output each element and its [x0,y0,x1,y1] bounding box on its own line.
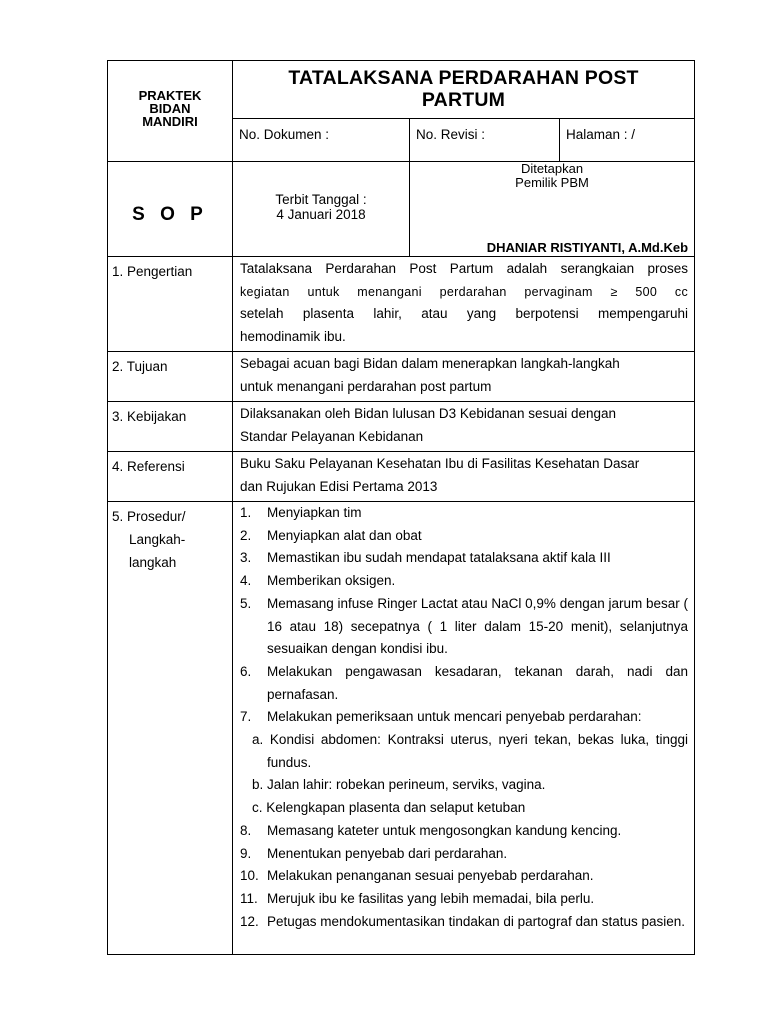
pengertian-line-3: setelah plasenta lahir, atau yang berpotensi mempengaruhi [240,306,689,321]
title-line-1: TATALAKSANA PERDARAHAN POST [288,67,639,89]
pengertian-line-4: hemodinamik ibu. [240,328,346,344]
step-number: 3. [240,550,252,566]
tujuan-line-2: untuk menangani perdarahan post partum [240,378,492,394]
terbit-tanggal [233,162,410,257]
step-item [240,865,688,888]
document-title [233,61,695,119]
sop-document [107,60,694,955]
content-tujuan [233,352,695,402]
pengertian-line-1: Tatalaksana Perdarahan Post Partum adalah serangkaian proses [240,261,689,276]
step-item [240,525,688,548]
step-number: 5. [240,595,252,611]
label-prosedur [108,502,233,955]
practice-line-3: MANDIRI [142,114,198,129]
substep-item: a. Kondisi abdomen: Kontraksi uterus, nyeri tekan, bekas luka, tinggi fundus. [252,732,689,770]
step-item [240,706,688,820]
substeps [240,729,688,820]
practice-line-1: PRAKTEK [138,88,202,103]
prosedur-label-2: Langkah- [129,532,186,547]
step-text: Memasang infuse Ringer Lactat atau NaCl 0,9% dengan jarum besar ( 16 atau 18) secepatnya ( 1 liter dalam 15-20 menit), selanjutnya sesuaikan dengan kondisi ibu. [267,595,689,657]
step-number: 10. [240,868,259,884]
step-text: Melakukan pemeriksaan untuk mencari penyebab perdarahan: [267,709,642,725]
practice-name [108,61,233,162]
label-pengertian: 1. Pengertian [108,257,233,352]
signatory-name: DHANIAR RISTIYANTI, A.Md.Keb [486,240,689,255]
substep-item: c. Kelengkapan plasenta dan selaput ketuban [252,800,526,816]
sop-table [107,60,695,955]
content-kebijakan [233,402,695,452]
step-text: Menyiapkan tim [267,505,362,520]
step-number: 7. [240,709,252,725]
step-item [240,570,688,593]
step-number: 6. [240,663,252,679]
label-referensi: 4. Referensi [108,452,233,502]
label-kebijakan: 3. Kebijakan [108,402,233,452]
prosedur-label-1: 5. Prosedur/ [112,509,186,524]
step-number: 2. [240,527,252,543]
terbit-date: 4 Januari 2018 [276,207,366,222]
step-number: 9. [240,845,252,861]
step-number: 4. [240,573,252,589]
practice-line-2: BIDAN [149,101,191,116]
step-text: Memasang kateter untuk mengosongkan kandung kencing. [267,822,622,838]
prosedur-label-3: langkah [129,555,177,570]
signature-block [410,162,695,257]
step-text: Memastikan ibu sudah mendapat tatalaksana aktif kala III [267,550,611,566]
step-text: Memberikan oksigen. [267,573,396,589]
content-referensi [233,452,695,502]
procedure-steps [240,502,688,933]
step-text: Melakukan penanganan sesuai penyebab perdarahan. [267,868,594,884]
step-text: Merujuk ibu ke fasilitas yang lebih memadai, bila perlu. [267,890,595,906]
pengertian-line-2: kegiatan untuk menangani perdarahan pervaginam ≥ 500 cc [240,284,689,299]
step-item [240,820,688,843]
terbit-label: Terbit Tanggal : [275,192,367,207]
step-item [240,547,688,570]
step-item [240,661,688,706]
step-text: Menyiapkan alat dan obat [267,527,422,543]
step-number: 1. [240,505,252,520]
step-item [240,888,688,911]
step-number: 12. [240,913,259,929]
step-number: 8. [240,822,252,838]
kebijakan-line-2: Standar Pelayanan Kebidanan [240,428,424,444]
content-pengertian [233,257,695,352]
label-tujuan: 2. Tujuan [108,352,233,402]
substep-item: b. Jalan lahir: robekan perineum, serviks, vagina. [252,777,546,793]
step-text: Menentukan penyebab dari perdarahan. [267,845,508,861]
content-prosedur [233,502,695,955]
halaman: Halaman : / [560,119,695,162]
no-revisi: No. Revisi : [410,119,560,162]
no-dokumen: No. Dokumen : [233,119,410,162]
step-number: 11. [240,890,258,906]
pemilik-pbm: Pemilik PBM [515,175,589,190]
ditetapkan: Ditetapkan [520,161,584,176]
step-item [240,502,688,525]
referensi-line-1: Buku Saku Pelayanan Kesehatan Ibu di Fasilitas Kesehatan Dasar [240,456,640,471]
title-line-2: PARTUM [421,89,506,111]
step-text: Melakukan pengawasan kesadaran, tekanan darah, nadi dan pernafasan. [267,663,689,702]
step-item [240,911,688,934]
sop-label: S O P [108,162,233,257]
step-item [240,593,688,661]
step-item [240,843,688,866]
kebijakan-line-1: Dilaksanakan oleh Bidan lulusan D3 Kebidanan sesuai dengan [240,406,617,421]
tujuan-line-1: Sebagai acuan bagi Bidan dalam menerapkan langkah-langkah [240,356,620,371]
referensi-line-2: dan Rujukan Edisi Pertama 2013 [240,478,438,494]
step-text: Petugas mendokumentasikan tindakan di partograf dan status pasien. [267,913,686,929]
